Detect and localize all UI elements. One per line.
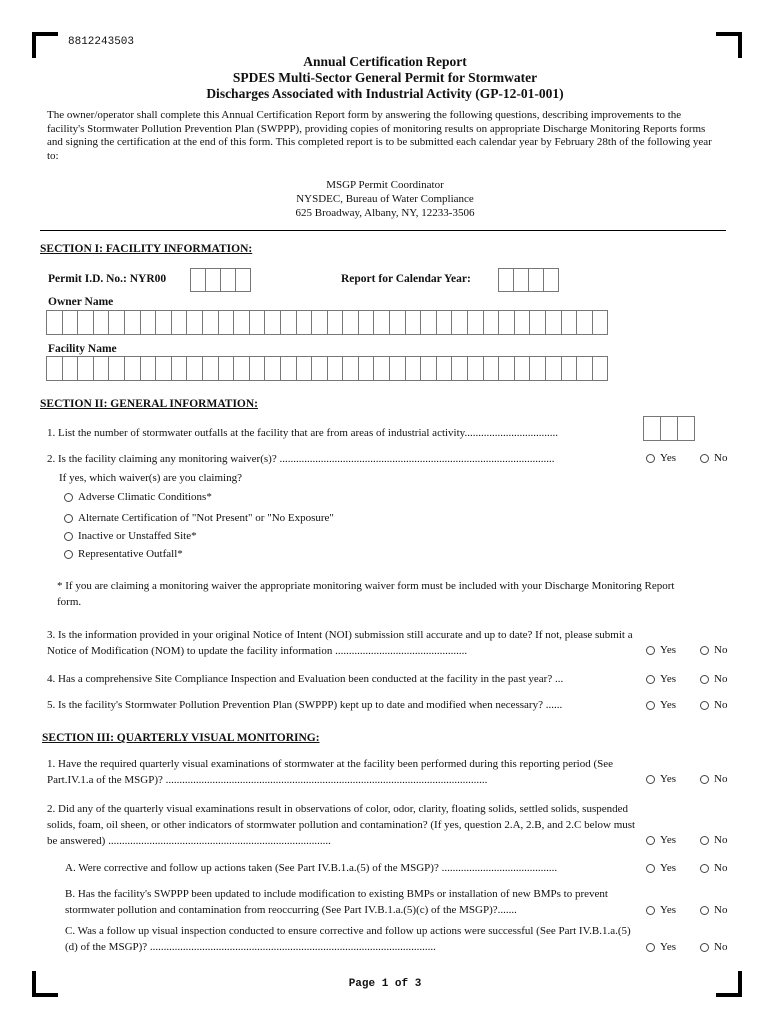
question-corrective-actions: A. Were corrective and follow up actions taken (See Part IV.B.1.a.(5) of the MSGP)? .......................................... [65,862,558,874]
question-swppp: 5. Is the facility's Stormwater Pollution Prevention Plan (SWPPP) kept up to date and modified when necessary? ...... [47,699,563,711]
question-swppp-updated: B. Has the facility's SWPPP been updated to include modification to existing BMPs or installation of new BMPs to prevent stormwater pollution and contamination from reoccurring (See Part IV.B.1.a.(5)(c) of the MSGP)?....... [65,888,608,916]
character-box[interactable] [218,356,235,381]
character-box[interactable] [77,356,94,381]
character-box[interactable] [498,356,515,381]
radio-icon[interactable] [700,943,709,952]
calendar-year-label: Report for Calendar Year: [341,273,471,285]
character-box[interactable] [249,310,266,335]
character-box[interactable] [514,310,531,335]
radio-icon[interactable] [700,836,709,845]
character-box[interactable] [46,310,63,335]
question-waiver: 2. Is the facility claiming any monitoring waiver(s)? .................................................................................................... [47,453,555,465]
s3q2-yes-option[interactable]: Yes [646,834,676,846]
s3qB-yes-option[interactable]: Yes [646,904,676,916]
character-box[interactable] [592,356,609,381]
q2-yes-option[interactable]: Yes [646,452,676,464]
character-box[interactable] [483,310,500,335]
character-box[interactable] [420,356,437,381]
radio-icon[interactable] [700,775,709,784]
radio-icon[interactable] [646,864,655,873]
radio-icon[interactable] [646,701,655,710]
character-box[interactable] [62,356,79,381]
character-box[interactable] [436,356,453,381]
character-box[interactable] [420,310,437,335]
radio-icon[interactable] [646,454,655,463]
radio-icon[interactable] [64,493,73,502]
character-box[interactable] [576,356,593,381]
radio-icon[interactable] [646,675,655,684]
character-box[interactable] [545,356,562,381]
owner-name-label: Owner Name [48,296,114,308]
radio-icon[interactable] [700,864,709,873]
form-title: Annual Certification Report [303,54,467,69]
character-box[interactable] [296,356,313,381]
q4-no-option[interactable]: No [700,673,727,685]
radio-icon[interactable] [700,454,709,463]
character-box[interactable] [576,310,593,335]
s3q2-no-option[interactable]: No [700,834,727,846]
radio-icon[interactable] [646,906,655,915]
s3qA-no-option[interactable]: No [700,862,727,874]
character-box[interactable] [467,310,484,335]
instructions-paragraph: The owner/operator shall complete this Annual Certification Report form by answering the following questions, describing improvements to the facility's Stormwater Pollution Prevention Plan (SWPPP), providing copies of monitoring results on appropriate Discharge Monitoring Reports forms and signing the certification at the end of this form. This completed report is to be submitted each calendar year by February 28th of the following year to: [47,109,712,162]
character-box[interactable] [140,310,157,335]
character-box[interactable] [93,356,110,381]
character-box[interactable] [155,310,172,335]
radio-icon[interactable] [646,646,655,655]
s3qB-no-option[interactable]: No [700,904,727,916]
character-box[interactable] [108,310,125,335]
character-box[interactable] [389,310,406,335]
s3qC-yes-option[interactable]: Yes [646,941,676,953]
waiver-option-adverse[interactable]: Adverse Climatic Conditions* [64,491,212,503]
character-box[interactable] [451,356,468,381]
address-line-3: 625 Broadway, Albany, NY, 12233-3506 [295,207,475,219]
character-box[interactable] [451,310,468,335]
divider [40,230,726,231]
permit-id-label: Permit I.D. No.: NYR00 [48,273,167,285]
character-box[interactable] [467,356,484,381]
character-box[interactable] [280,310,297,335]
address-line-2: NYSDEC, Bureau of Water Compliance [296,193,474,205]
character-box[interactable] [202,356,219,381]
character-box[interactable] [342,356,359,381]
question-noi: 3. Is the information provided in your original Notice of Intent (NOI) submission still accurate and up to date? If not, please submit a Notice of Modification (NOM) to update the facility information ................................................ [47,629,633,657]
s3qC-no-option[interactable]: No [700,941,727,953]
character-box[interactable] [202,310,219,335]
character-box[interactable] [561,356,578,381]
character-box[interactable] [514,356,531,381]
character-box[interactable] [171,356,188,381]
radio-icon[interactable] [700,906,709,915]
waiver-note: * If you are claiming a monitoring waiver the appropriate monitoring waiver form must be included with your Discharge Monitoring Report form. [57,580,675,608]
question-followup-inspection: C. Was a follow up visual inspection conducted to ensure corrective and follow up actions were successful (See Part IV.B.1.a.(5)(d) of the MSGP)? ........................................................................................................ [65,925,631,953]
address-line-1: MSGP Permit Coordinator [326,179,444,191]
character-box[interactable] [373,310,390,335]
character-box[interactable] [186,310,203,335]
section-2-heading: SECTION II: GENERAL INFORMATION: [40,398,258,410]
character-box[interactable] [140,356,157,381]
character-box[interactable] [280,356,297,381]
waiver-option-alternate[interactable]: Alternate Certification of "Not Present" or "No Exposure" [64,512,334,524]
radio-icon[interactable] [64,532,73,541]
character-box[interactable] [436,310,453,335]
q5-yes-option[interactable]: Yes [646,699,676,711]
character-box[interactable] [529,356,546,381]
character-box[interactable] [93,310,110,335]
document-number: 8812243503 [68,36,135,48]
character-box[interactable] [264,356,281,381]
character-box[interactable] [311,356,328,381]
waiver-option-inactive[interactable]: Inactive or Unstaffed Site* [64,530,197,542]
radio-icon[interactable] [646,775,655,784]
character-box[interactable] [342,310,359,335]
character-box[interactable] [389,356,406,381]
waiver-option-representative[interactable]: Representative Outfall* [64,548,183,560]
character-box[interactable] [327,310,344,335]
character-box[interactable] [233,310,250,335]
character-box[interactable] [108,356,125,381]
radio-icon[interactable] [700,646,709,655]
question-outfalls: 1. List the number of stormwater outfalls at the facility that are from areas of industrial activity.................................. [47,427,558,439]
character-box[interactable] [296,310,313,335]
character-box[interactable] [186,356,203,381]
section-1-heading: SECTION I: FACILITY INFORMATION: [40,243,253,255]
q3-no-option[interactable]: No [700,644,727,656]
character-box[interactable] [327,356,344,381]
radio-icon[interactable] [64,550,73,559]
character-box[interactable] [249,356,266,381]
q3-yes-option[interactable]: Yes [646,644,676,656]
page-number: Page 1 of 3 [348,978,422,990]
character-box[interactable] [124,310,141,335]
character-box[interactable] [405,310,422,335]
question-visual-exams: 1. Have the required quarterly visual examinations of stormwater at the facility been performed during this reporting period (See Part.IV.1.a of the MSGP)? ..................................................................................................................... [47,758,614,786]
character-box[interactable] [561,310,578,335]
q5-no-option[interactable]: No [700,699,727,711]
radio-icon[interactable] [64,514,73,523]
character-box[interactable] [405,356,422,381]
character-box[interactable] [77,310,94,335]
character-box[interactable] [358,310,375,335]
q2-no-option[interactable]: No [700,452,727,464]
character-box[interactable] [124,356,141,381]
character-box[interactable] [373,356,390,381]
outfall-count-input[interactable] [643,416,695,441]
radio-icon[interactable] [646,943,655,952]
s3qA-yes-option[interactable]: Yes [646,862,676,874]
owner-name-input[interactable] [46,310,608,335]
character-box[interactable] [233,356,250,381]
character-box[interactable] [529,310,546,335]
facility-name-input[interactable] [46,356,608,381]
character-box[interactable] [264,310,281,335]
character-box[interactable] [483,356,500,381]
radio-icon[interactable] [700,675,709,684]
radio-icon[interactable] [646,836,655,845]
character-box[interactable] [46,356,63,381]
character-box[interactable] [592,310,609,335]
section-3-heading: SECTION III: QUARTERLY VISUAL MONITORING: [42,732,320,744]
character-box[interactable] [155,356,172,381]
q4-yes-option[interactable]: Yes [646,673,676,685]
form-subtitle: SPDES Multi-Sector General Permit for Stormwater [232,70,538,85]
question-inspection: 4. Has a comprehensive Site Compliance Inspection and Evaluation been conducted at the facility in the past year? ... [47,673,564,685]
waiver-subquestion: If yes, which waiver(s) are you claiming? [59,472,242,484]
facility-name-label: Facility Name [48,343,117,355]
character-box[interactable] [358,356,375,381]
s3q1-no-option[interactable]: No [700,773,727,785]
permit-id-input[interactable] [190,268,251,292]
form-subtitle-2: Discharges Associated with Industrial Activity (GP-12-01-001) [206,86,564,101]
character-box[interactable] [311,310,328,335]
character-box[interactable] [171,310,188,335]
question-observations: 2. Did any of the quarterly visual examinations result in observations of color, odor, clarity, floating solids, settled solids, suspended solids, foam, oil sheen, or other indicators of stormwater pollution and contamination? (If yes, question 2.A, 2.B, and 2.C below must be answered) ................................................................................. [47,803,636,847]
character-box[interactable] [62,310,79,335]
character-box[interactable] [218,310,235,335]
character-box[interactable] [545,310,562,335]
calendar-year-input[interactable] [498,268,559,292]
character-box[interactable] [498,310,515,335]
s3q1-yes-option[interactable]: Yes [646,773,676,785]
radio-icon[interactable] [700,701,709,710]
